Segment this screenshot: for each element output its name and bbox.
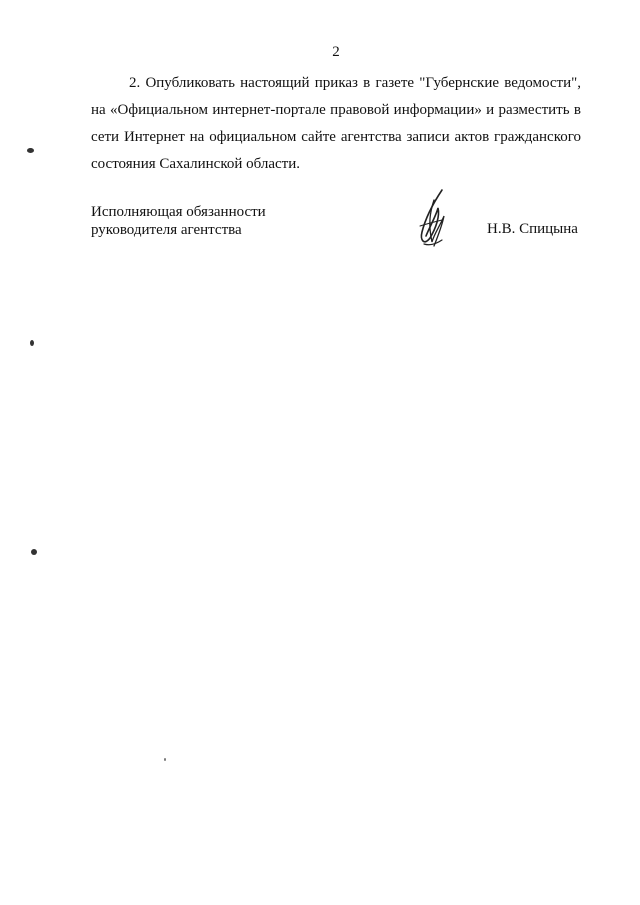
scan-speck	[27, 148, 34, 153]
handwritten-signature	[412, 186, 452, 252]
signer-name: Н.В. Спицына	[487, 221, 578, 237]
scan-speck	[30, 340, 34, 346]
order-paragraph: 2. Опубликовать настоящий приказ в газете "Губернские ведомости", на «Официальном интернет-портале правовой информации» и разместить в сети Интернет на официальном сайте агентства записи актов гражданского состояния Сахалинской области.	[91, 75, 581, 172]
signer-position	[91, 203, 266, 239]
page-number: 2	[332, 44, 340, 60]
scan-speck	[31, 549, 37, 555]
signer-position-line2: руководителя агентства	[91, 222, 242, 238]
signer-position-line1: Исполняющая обязанности	[91, 204, 266, 220]
scan-speck	[164, 758, 166, 761]
